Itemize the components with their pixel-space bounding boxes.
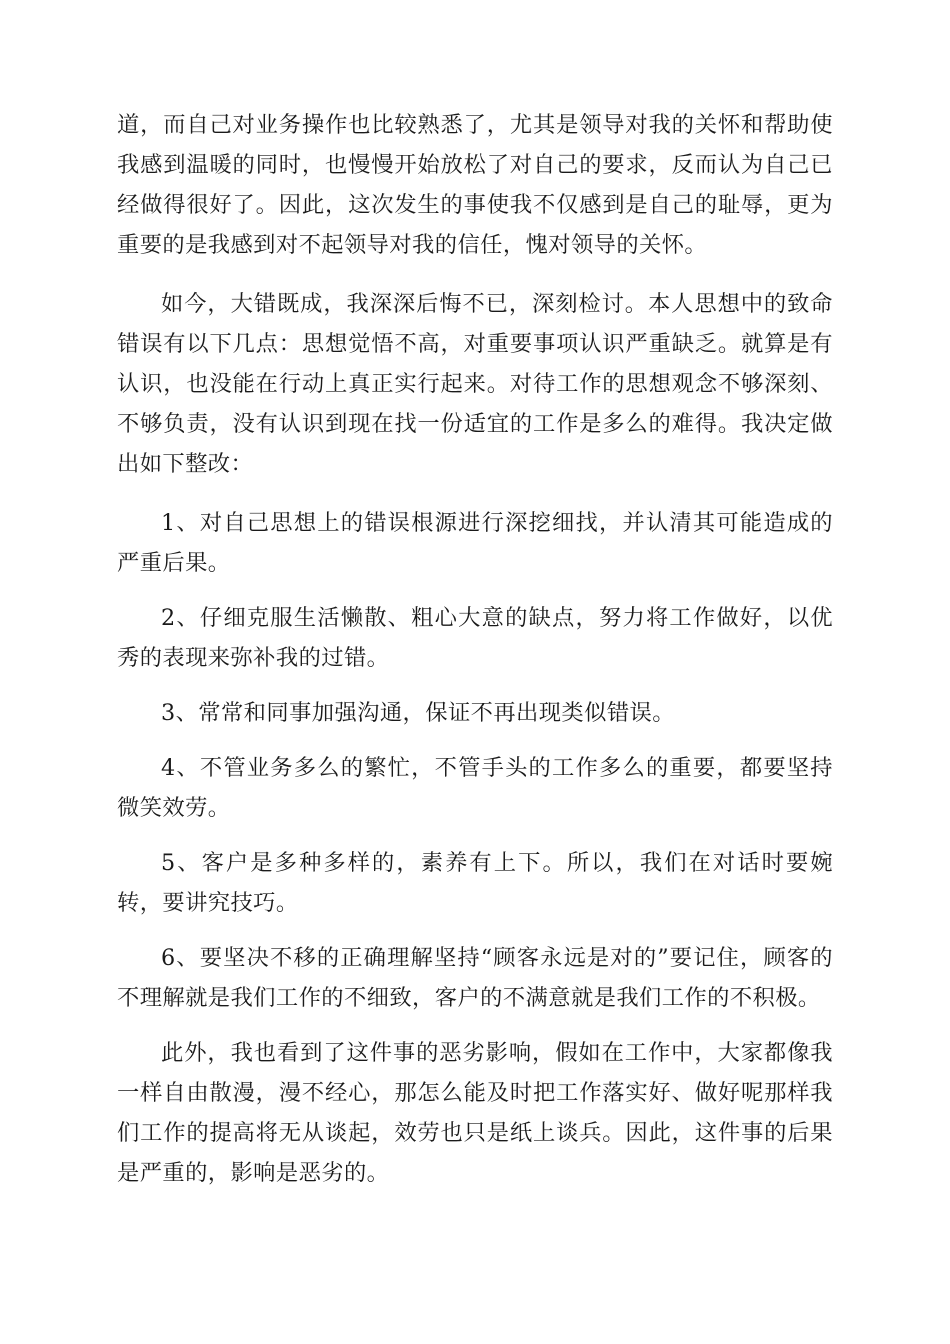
paragraph-continuation: 道，而自己对业务操作也比较熟悉了，尤其是领导对我的关怀和帮助使我感到温暖的同时，也慢慢开始放松了对自己的要求，反而认为自己已经做得很好了。因此，这次发生的事使我不仅感到是自己的耻辱，更为重要的是我感到对不起领导对我的信任，愧对领导的关怀。 [117,112,833,258]
list-item-1: 1、对自己思想上的错误根源进行深挖细找，并认清其可能造成的严重后果。 [117,510,833,576]
paragraph-consequences: 此外，我也看到了这件事的恶劣影响，假如在工作中，大家都像我一样自由散漫，漫不经心，那怎么能及时把工作落实好、做好呢那样我们工作的提高将无从谈起，效劳也只是纸上谈兵。因此，这件事的后果是严重的，影响是恶劣的。 [117,1040,833,1186]
list-item-6: 6、要坚决不移的正确理解坚持“顾客永远是对的”要记住，顾客的不理解就是我们工作的不细致，客户的不满意就是我们工作的不积极。 [117,945,833,1011]
document-body [117,105,833,1193]
list-item-5: 5、客户是多种多样的，素养有上下。所以，我们在对话时要婉转，要讲究技巧。 [117,850,833,916]
list-item-3: 3、常常和同事加强沟通，保证不再出现类似错误。 [161,700,675,726]
paragraph-self-reflection: 如今，大错既成，我深深后悔不已，深刻检讨。本人思想中的致命错误有以下几点：思想觉悟不高，对重要事项认识严重缺乏。就算是有认识，也没能在行动上真正实行起来。对待工作的思想观念不够深刻、不够负责，没有认识到现在找一份适宜的工作是多么的难得。我决定做出如下整改： [117,291,833,477]
list-item-2: 2、仔细克服生活懒散、粗心大意的缺点，努力将工作做好，以优秀的表现来弥补我的过错。 [117,605,833,671]
list-item-4: 4、不管业务多么的繁忙，不管手头的工作多么的重要，都要坚持微笑效劳。 [117,755,833,821]
